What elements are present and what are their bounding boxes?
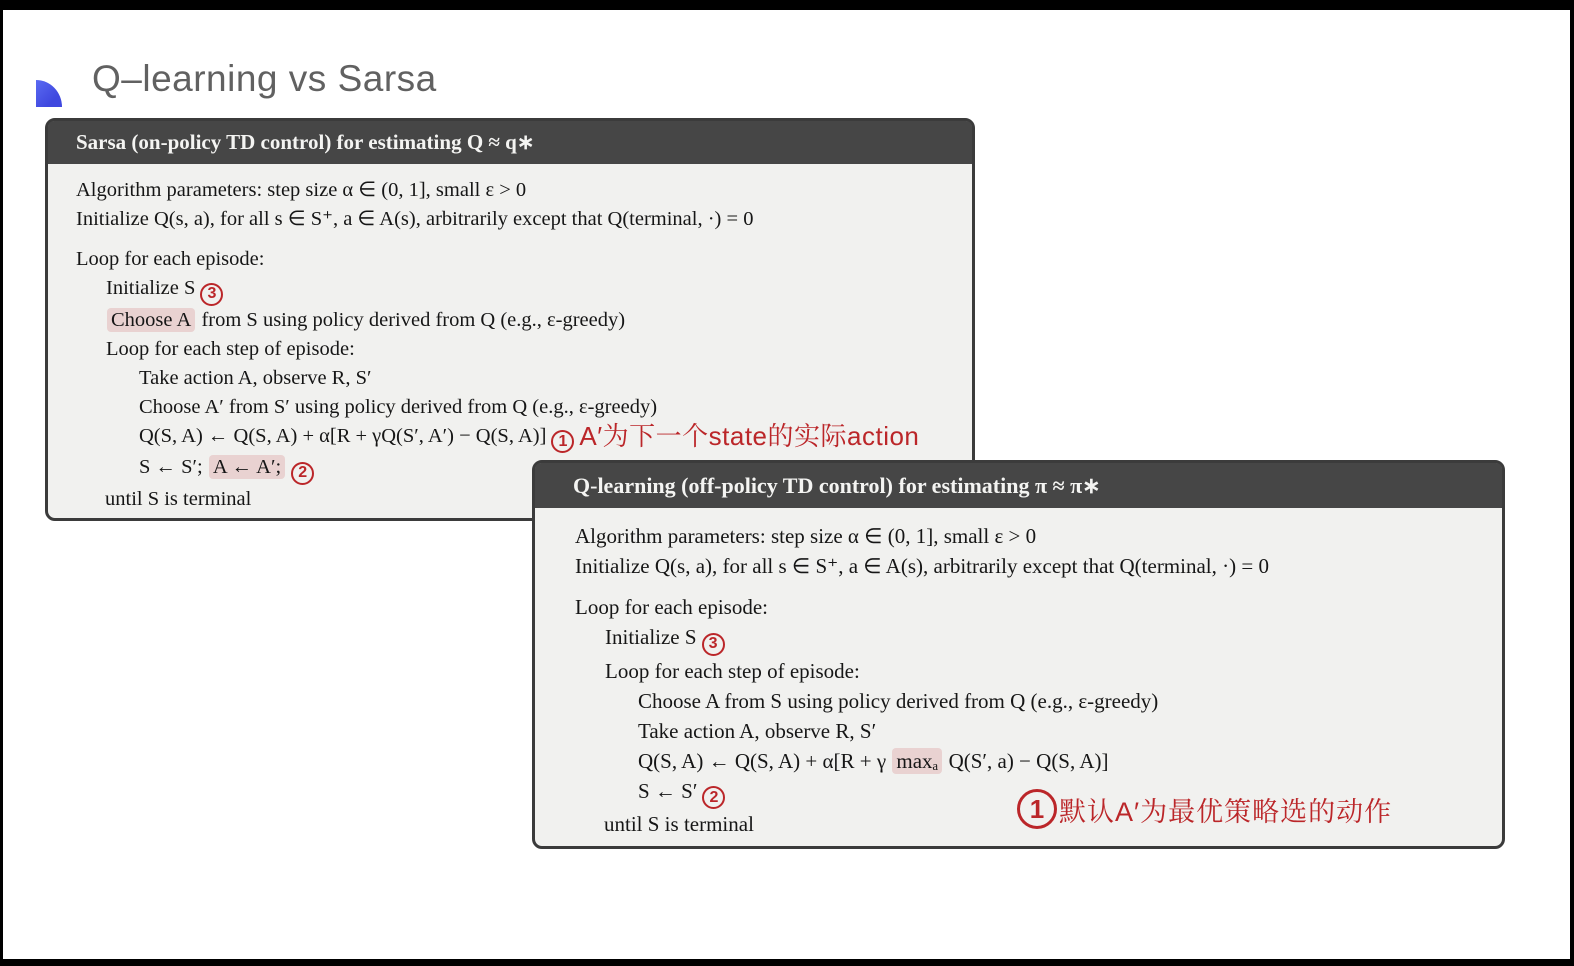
algorithm-text: Q(S, A) ← Q(S, A) + α[R + γ xyxy=(638,748,892,773)
algorithm-line xyxy=(76,176,972,205)
algorithm-text: Initialize Q(s, a), for all s ∈ S⁺, a ∈ A(s), arbitrarily except that Q(terminal, ·) = 0 xyxy=(575,554,1269,578)
algorithm-line xyxy=(575,551,1502,581)
algorithm-line xyxy=(76,335,972,364)
algorithm-text: S ← S′ xyxy=(638,778,698,803)
algorithm-line xyxy=(76,364,972,393)
qlearning-algorithm-box xyxy=(532,460,1505,849)
qlearning-box-header: Q-learning (off-policy TD control) for estimating π ≈ π∗ xyxy=(535,463,1502,508)
algorithm-text: from S using policy derived from Q (e.g., ε-greedy) xyxy=(196,308,626,331)
circled-number: 2 xyxy=(702,786,725,809)
algorithm-text: Take action A, observe R, S′ xyxy=(638,718,877,743)
circled-number: 1 xyxy=(551,430,574,453)
circled-number: 1 xyxy=(1017,789,1057,829)
algorithm-text: Loop for each episode: xyxy=(76,248,265,270)
algorithm-line xyxy=(76,306,972,335)
algorithm-text: Take action A, observe R, S′ xyxy=(139,366,372,389)
algorithm-line xyxy=(575,686,1502,716)
algorithm-line xyxy=(575,716,1502,746)
algorithm-line xyxy=(76,205,972,234)
algorithm-line xyxy=(575,592,1502,622)
algorithm-text: Algorithm parameters: step size α ∈ (0, 1], small ε > 0 xyxy=(76,179,527,201)
algorithm-text: Loop for each step of episode: xyxy=(605,658,860,683)
algorithm-text: S ← S′; xyxy=(139,456,208,478)
algorithm-text: until S is terminal xyxy=(604,812,754,836)
algorithm-line xyxy=(76,393,972,422)
algorithm-text: Choose A from S using policy derived from Q (e.g., ε-greedy) xyxy=(638,688,1159,713)
circled-number: 3 xyxy=(702,633,725,656)
algorithm-text: Q(S′, a) − Q(S, A)] xyxy=(943,748,1109,773)
algorithm-line xyxy=(76,422,972,454)
highlighted-text: maxₐ xyxy=(892,748,942,774)
sarsa-box-header: Sarsa (on-policy TD control) for estimating Q ≈ q∗ xyxy=(48,121,972,164)
annotation-text: A′为下一个state的实际action xyxy=(579,420,920,451)
algorithm-text: until S is terminal xyxy=(105,487,252,510)
algorithm-line xyxy=(76,245,972,274)
page-title: Q–learning vs Sarsa xyxy=(92,58,437,99)
annotation-text: 默认A′为最优策略选的动作 xyxy=(1059,796,1393,827)
algorithm-line xyxy=(575,521,1502,551)
algorithm-text: Initialize S xyxy=(605,625,697,649)
algorithm-text: Algorithm parameters: step size α ∈ (0, 1], small ε > 0 xyxy=(575,524,1037,548)
algorithm-text: Choose A′ from S′ using policy derived from Q (e.g., ε-greedy) xyxy=(139,395,658,418)
blue-quarter-circle-icon xyxy=(36,80,62,107)
algorithm-text: Q(S, A) ← Q(S, A) + α[R + γQ(S′, A′) − Q(S, A)] xyxy=(139,424,547,447)
circled-number: 2 xyxy=(291,462,314,485)
qlearning-annotation xyxy=(1017,789,1392,829)
highlighted-text: A ← A′; xyxy=(209,455,285,479)
algorithm-line xyxy=(575,622,1502,656)
algorithm-text: Initialize S xyxy=(106,277,196,299)
algorithm-line xyxy=(575,656,1502,686)
algorithm-line xyxy=(575,746,1502,776)
algorithm-text: Initialize Q(s, a), for all s ∈ S⁺, a ∈ A(s), arbitrarily except that Q(terminal, ·) = 0 xyxy=(76,208,754,230)
algorithm-line xyxy=(76,274,972,306)
highlighted-text: Choose A xyxy=(107,308,195,332)
algorithm-text: Loop for each episode: xyxy=(575,595,769,619)
circled-number: 3 xyxy=(200,283,223,306)
algorithm-text: Loop for each step of episode: xyxy=(106,337,355,360)
